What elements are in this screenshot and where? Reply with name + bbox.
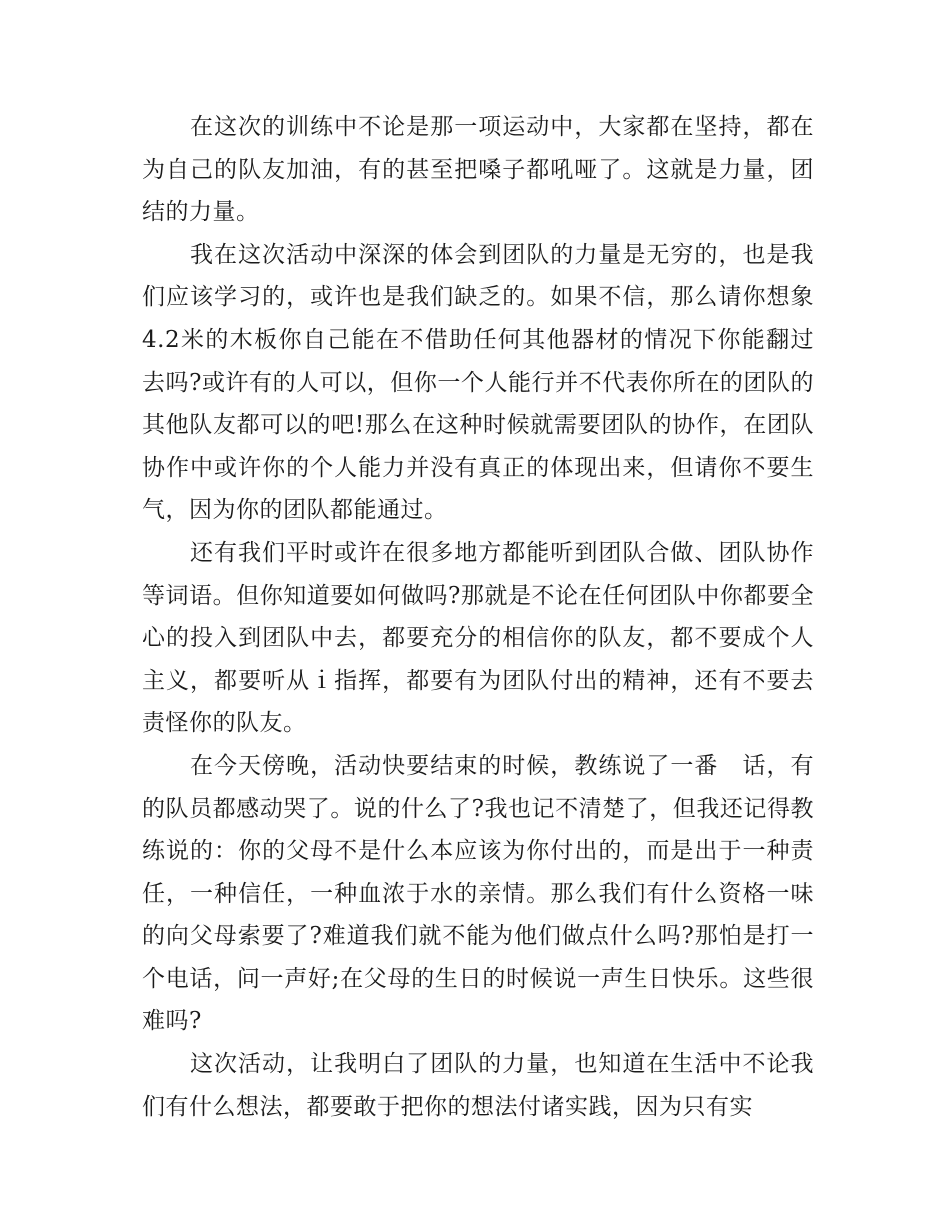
paragraph-1: 在这次的训练中不论是那一项运动中，大家都在坚持，都在为自己的队友加油，有的甚至把嗓子都吼哑了。这就是力量，团结的力量。 (142, 114, 814, 226)
paragraph-2: 我在这次活动中深深的体会到团队的力量是无穷的，也是我们应该学习的，或许也是我们缺乏的。如果不信，那么请你想象4.2米的木板你自己能在不借助任何其他器材的情况下你能翻过去吗?或许有的人可以，但你一个人能行并不代表你所在的团队的其他队友都可以的吧!那么在这种时候就需要团队的协作，在团队协作中或许你的个人能力并没有真正的体现出来，但请你不要生气，因为你的团队都能通过。 (142, 241, 814, 524)
paragraph-5: 这次活动，让我明白了团队的力量，也知道在生活中不论我们有什么想法，都要敢于把你的想法付诸实践，因为只有实 (142, 1051, 814, 1120)
paragraph-3: 还有我们平时或许在很多地方都能听到团队合做、团队协作等词语。但你知道要如何做吗?那就是不论在任何团队中你都要全心的投入到团队中去，都要充分的相信你的队友，都不要成个人主义，都要听从ｉ指挥，都要有为团队付出的精神，还有不要去责怪你的队友。 (142, 539, 814, 737)
paragraph-4: 在今天傍晚，活动快要结束的时候，教练说了一番 话，有的队员都感动哭了。说的什么了?我也记不清楚了，但我还记得教练说的：你的父母不是什么本应该为你付出的，而是出于一种责任，一种信任，一种血浓于水的亲情。那么我们有什么资格一味的向父母索要了?难道我们就不能为他们做点什么吗?那怕是打一个电话，问一声好;在父母的生日的时候说一声生日快乐。这些很难吗? (142, 752, 814, 1035)
document-body (142, 106, 814, 1128)
